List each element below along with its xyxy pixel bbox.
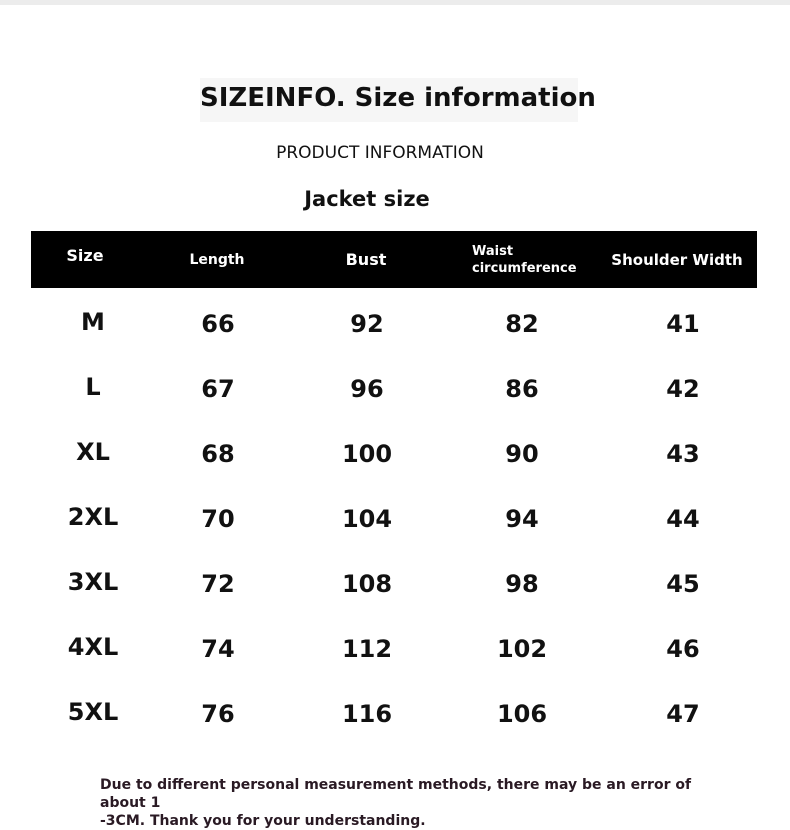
cell-size: L (85, 373, 101, 401)
cell-waist: 106 (496, 700, 548, 728)
measurement-note-line2: -3CM. Thank you for your understanding. (100, 813, 426, 829)
cell-waist: 82 (505, 310, 539, 338)
cell-shoulder: 46 (666, 635, 700, 663)
size-table-body (0, 292, 790, 747)
header-bust: Bust (345, 250, 387, 269)
cell-bust: 92 (350, 310, 384, 338)
cell-length: 67 (201, 375, 235, 403)
cell-length: 70 (201, 505, 235, 533)
cell-length: 68 (201, 440, 235, 468)
table-row (0, 292, 790, 357)
table-row (0, 422, 790, 487)
cell-bust: 104 (341, 505, 393, 533)
header-waist-line2: circumference (472, 260, 577, 276)
cell-shoulder: 43 (666, 440, 700, 468)
header-length: Length (189, 251, 245, 268)
cell-length: 72 (201, 570, 235, 598)
cell-waist: 90 (505, 440, 539, 468)
cell-size: M (81, 308, 105, 336)
header-shoulder-width: Shoulder Width (611, 250, 743, 269)
table-row (0, 357, 790, 422)
table-row (0, 487, 790, 552)
cell-bust: 100 (341, 440, 393, 468)
header-size: Size (66, 246, 104, 265)
cell-size: XL (76, 438, 110, 466)
cell-waist: 98 (505, 570, 539, 598)
cell-length: 74 (201, 635, 235, 663)
cell-shoulder: 45 (666, 570, 700, 598)
cell-waist: 86 (505, 375, 539, 403)
page-subtitle: PRODUCT INFORMATION (276, 143, 484, 163)
cell-shoulder: 41 (666, 310, 700, 338)
cell-bust: 96 (350, 375, 384, 403)
cell-shoulder: 47 (666, 700, 700, 728)
cell-length: 66 (201, 310, 235, 338)
cell-size: 5XL (67, 698, 119, 726)
measurement-note-line1: Due to different personal measurement methods, there may be an error of about 1 (100, 777, 692, 811)
header-waist-line1: Waist (472, 243, 514, 259)
cell-size: 3XL (67, 568, 119, 596)
cell-shoulder: 44 (666, 505, 700, 533)
cell-waist: 94 (505, 505, 539, 533)
cell-bust: 108 (341, 570, 393, 598)
top-divider (0, 0, 790, 5)
header-waist (472, 231, 612, 288)
table-row (0, 682, 790, 747)
measurement-note (100, 776, 740, 830)
cell-size: 4XL (67, 633, 119, 661)
cell-waist: 102 (496, 635, 548, 663)
page-title: SIZEINFO. Size information (200, 78, 578, 122)
cell-shoulder: 42 (666, 375, 700, 403)
table-row (0, 617, 790, 682)
size-table-header (31, 231, 757, 288)
cell-size: 2XL (67, 503, 119, 531)
cell-bust: 112 (341, 635, 393, 663)
cell-length: 76 (201, 700, 235, 728)
table-row (0, 552, 790, 617)
table-title: Jacket size (304, 187, 430, 211)
cell-bust: 116 (341, 700, 393, 728)
